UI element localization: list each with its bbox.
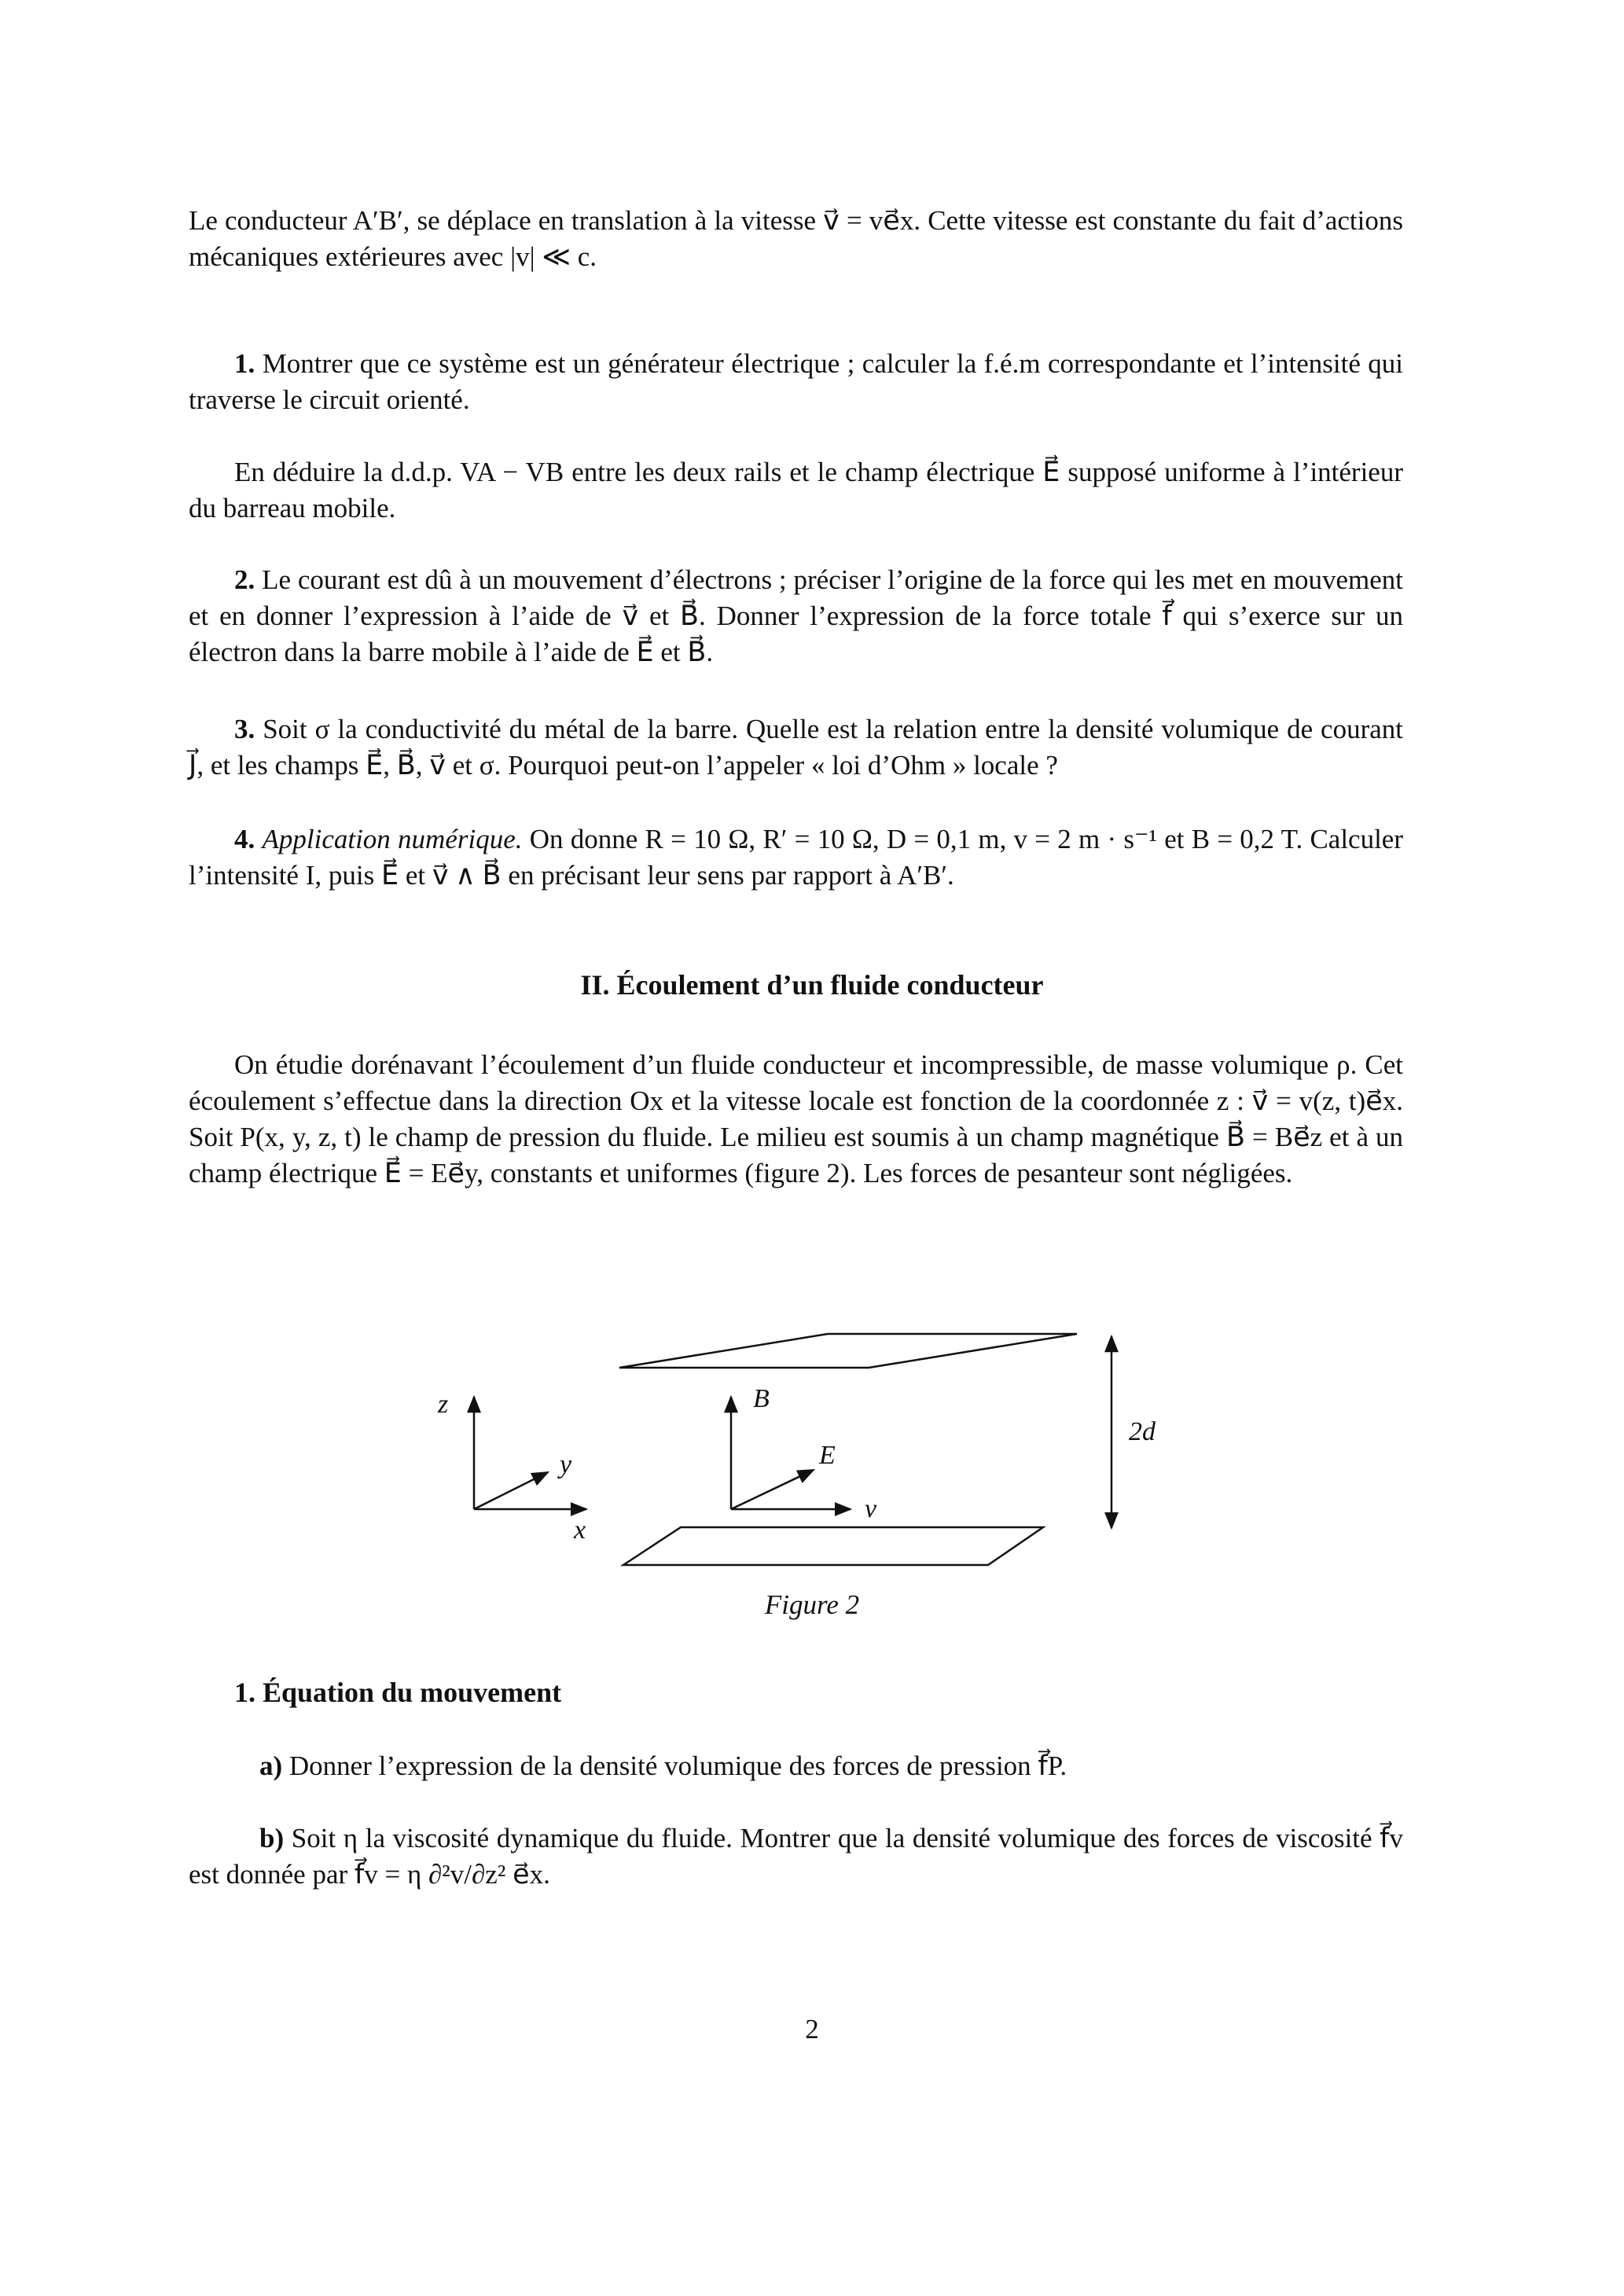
question-a-label: a) (259, 1750, 283, 1781)
top-plate (619, 1334, 1077, 1368)
label-y: y (560, 1450, 572, 1479)
question-4-text: On donne R = 10 Ω, R′ = 10 Ω, D = 0,1 m, v = 2 m · s⁻¹ et B = 0,2 T. Calculer l’intensité I, puis E⃗ et v⃗ ∧ B⃗ en précisant leur sens par rapport à A′B′. (189, 824, 1403, 891)
question-a (189, 1748, 1403, 1784)
label-b: B (753, 1384, 770, 1413)
figure-caption: Figure 2 (764, 1589, 860, 1620)
question-1-number: 1. (234, 348, 255, 379)
question-4-number: 4. (234, 824, 255, 854)
section-2-intro: On étudie dorénavant l’écoulement d’un fluide conducteur et incompressible, de masse volumique ρ. Cet écoulement s’effectue dans la direction Ox et la vitesse locale est fonction de la coordonnée z : v⃗ = v(z, t)e⃗x. Soit P(x, y, z, t) le champ de pression du fluide. Le milieu est soumis à un champ magnétique B⃗ = Be⃗z et à un champ électrique E⃗ = Ee⃗y, constants et uniformes (figure 2). Les forces de pesanteur sont négligées. (189, 1049, 1403, 1188)
label-v: v (865, 1494, 877, 1523)
label-2d: 2d (1129, 1417, 1156, 1446)
question-3-number: 3. (234, 714, 255, 744)
section-2-title: II. Écoulement d’un fluide conducteur (580, 969, 1044, 1001)
question-2-number: 2. (234, 564, 255, 595)
question-3-text: Soit σ la conductivité du métal de la barre. Quelle est la relation entre la densité volumique de courant J⃗, et les champs E⃗, B⃗, v⃗ et σ. Pourquoi peut-on l’appeler « loi d’Ohm » locale ? (189, 714, 1404, 781)
label-e: E (819, 1441, 836, 1470)
e-vector (731, 1470, 814, 1509)
question-b-label: b) (259, 1823, 285, 1853)
question-b-text: Soit η la viscosité dynamique du fluide. Montrer que la densité volumique des forces de viscosité f⃗v est donnée par f⃗v = η ∂²v/∂z² e⃗x. (189, 1823, 1403, 1890)
page-number: 2 (805, 2014, 819, 2044)
bottom-plate (623, 1527, 1043, 1565)
question-2-text: Le courant est dû à un mouvement d’électrons ; préciser l’origine de la force qui les met en mouvement et en donner l’expression à l’aide de v⃗ et B⃗. Donner l’expression de la force totale f⃗ qui s’exerce sur un électron dans la barre mobile à l’aide de E⃗ et B⃗. (189, 564, 1403, 667)
label-z: z (438, 1390, 449, 1419)
y-axis (474, 1472, 548, 1509)
intro-paragraph: Le conducteur A′B′, se déplace en translation à la vitesse v⃗ = ve⃗x. Cette vitesse est constante du fait d’actions mécaniques extérieures avec |v| ≪ c. (189, 205, 1403, 272)
question-4-label: Application numérique. (262, 824, 523, 854)
question-a-text: Donner l’expression de la densité volumique des forces de pression f⃗P. (288, 1750, 1067, 1781)
question-1-followup: En déduire la d.d.p. VA − VB entre les deux rails et le champ électrique E⃗ supposé uniforme à l’intérieur du barreau mobile. (189, 457, 1403, 523)
subsection-1-title: 1. Équation du mouvement (234, 1677, 562, 1708)
question-b (189, 1820, 1403, 1893)
question-1-text: Montrer que ce système est un générateur électrique ; calculer la f.é.m correspondante et l’intensité qui traverse le circuit orienté. (189, 348, 1403, 415)
label-x: x (574, 1515, 586, 1545)
